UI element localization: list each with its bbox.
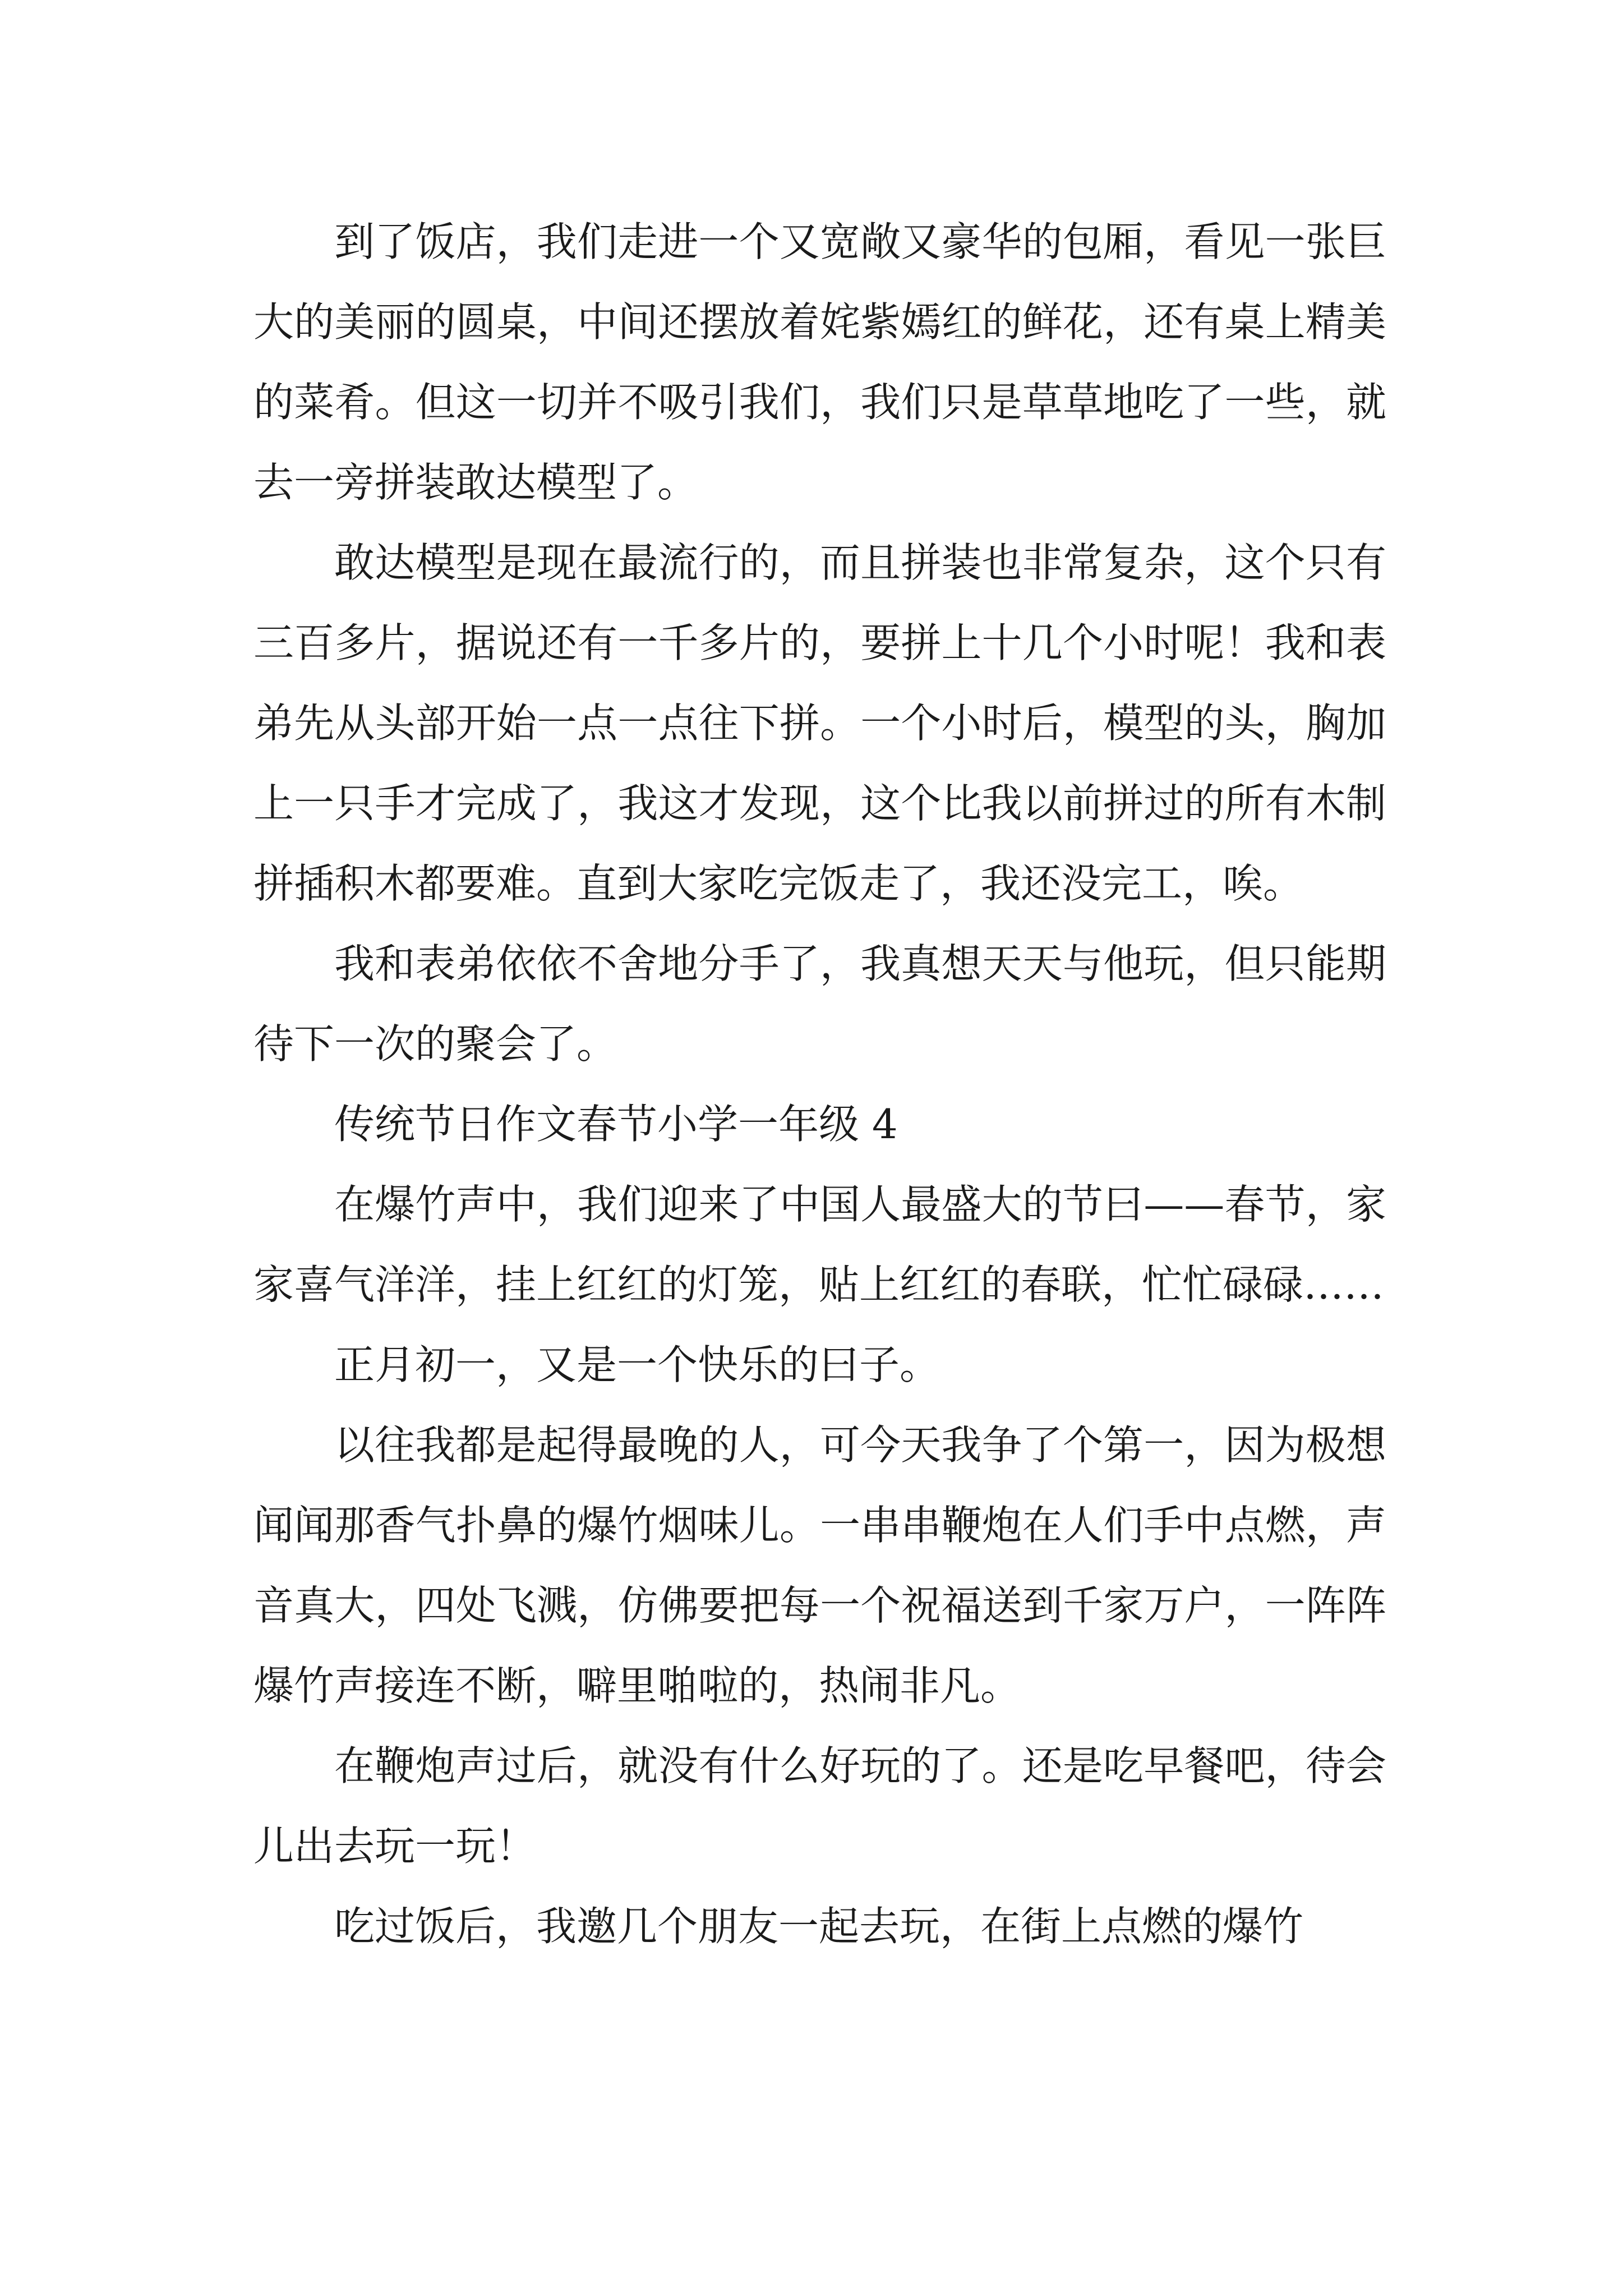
paragraph-new-year-day: 正月初一，又是一个快乐的曰子。: [334, 1341, 940, 1388]
section-heading: 传统节日作文春节小学一年级 4: [334, 1101, 898, 1148]
paragraph-going-out: 吃过饭后，我邀几个朋友一起去玩，在街上点燃的爆竹: [334, 1903, 1304, 1950]
paragraph-breakfast: 在鞭炮声过后，就没有什么好玩的了。还是吃早餐吧，待会儿出去玩一玩！: [253, 1742, 1386, 1870]
document-body: [253, 202, 1386, 1967]
paragraph-firecrackers: 以往我都是起得最晚的人，可今天我争了个第一，因为极想闻闻那香气扑鼻的爆竹烟味儿。一串串鞭炮在人们手中点燃，声音真大，四处飞溅，仿佛要把每一个祝福送到千家万户，一阵阵爆竹声接连不断，噼里啪啦的，热闹非凡。: [253, 1421, 1386, 1709]
paragraph-gundam-model: 敢达模型是现在最流行的，而且拼装也非常复杂，这个只有三百多片，据说还有一千多片的，要拼上十几个小时呢！我和表弟先从头部开始一点一点往下拼。一个小时后，模型的头，胸加上一只手才完成了，我这才发现，这个比我以前拼过的所有木制拼插积木都要难。直到大家吃完饭走了，我还没完工，唉。: [253, 539, 1386, 907]
paragraph-restaurant: 到了饭店，我们走进一个又宽敞又豪华的包厢，看见一张巨大的美丽的圆桌，中间还摆放着姹紫嫣红的鲜花，还有桌上精美的菜肴。但这一切并不吸引我们，我们只是草草地吃了一些，就去一旁拼装敢达模型了。: [253, 218, 1386, 506]
paragraph-farewell: 我和表弟依依不舍地分手了，我真想天天与他玩，但只能期待下一次的聚会了。: [253, 940, 1386, 1068]
paragraph-spring-festival: 在爆竹声中，我们迎来了中国人最盛大的节曰——春节，家家喜气洋洋，挂上红红的灯笼，贴上红红的春联，忙忙碌碌……: [253, 1181, 1386, 1308]
